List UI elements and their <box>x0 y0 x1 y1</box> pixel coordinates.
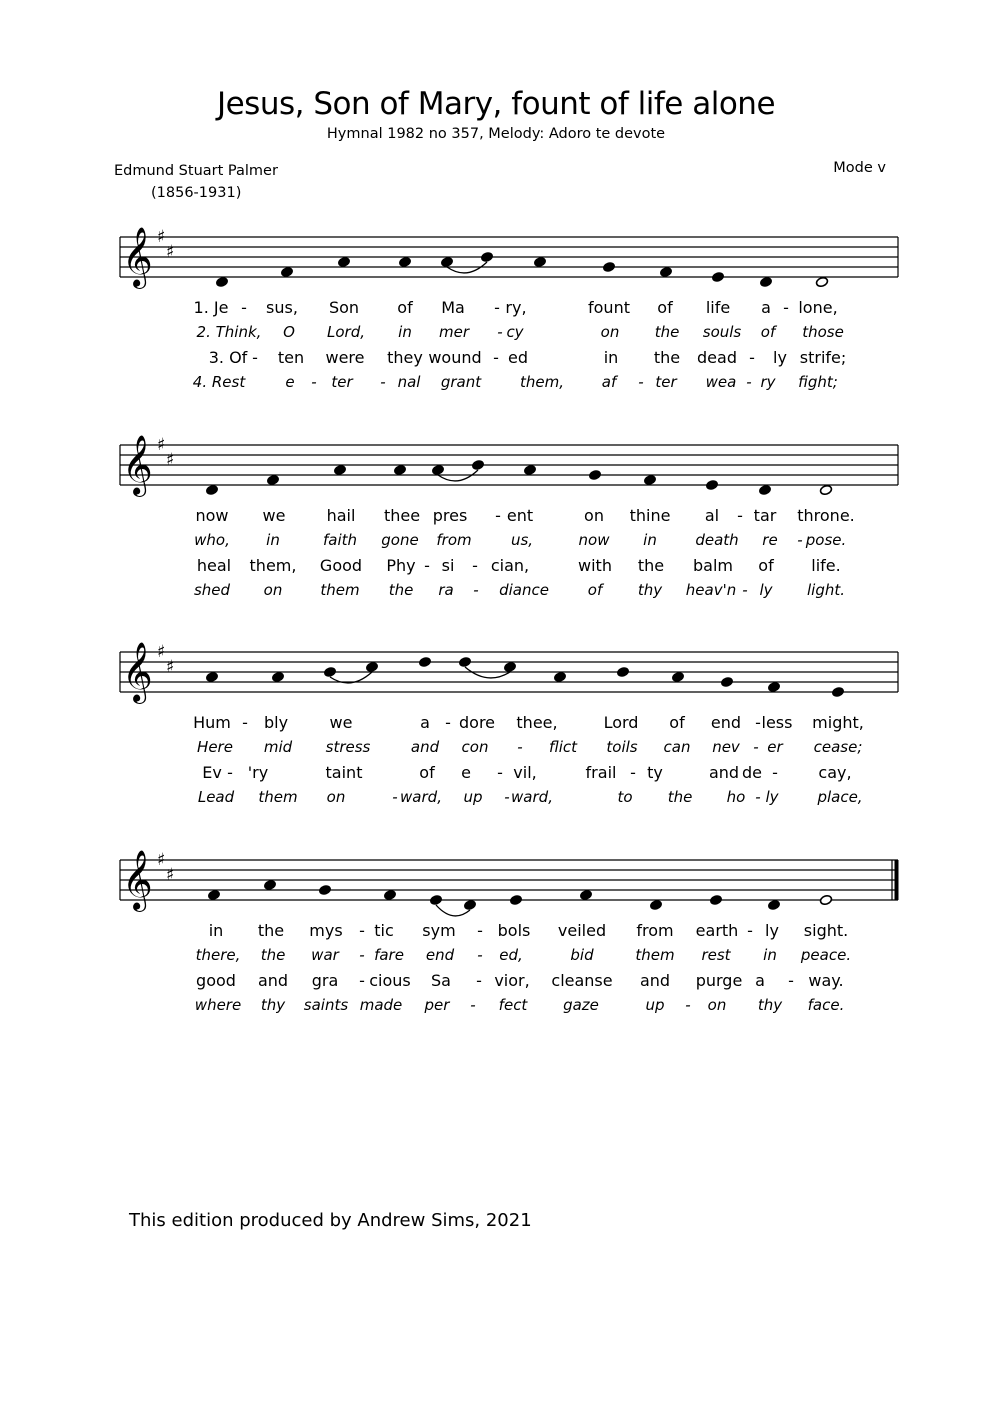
lyric-syllable: now <box>195 506 229 525</box>
lyric-hyphen: - <box>476 971 482 990</box>
lyric-syllable: rest <box>701 946 731 964</box>
lyric-syllable: of <box>758 556 774 575</box>
lyric-syllable: bly <box>263 713 289 732</box>
lyric-syllable: of <box>397 298 413 317</box>
lyric-syllable: pres <box>432 506 468 525</box>
lyric-syllable: heav'n <box>685 581 737 599</box>
quarter-note <box>709 894 722 905</box>
quarter-note <box>266 474 279 485</box>
lyric-syllable: now <box>578 531 610 549</box>
edition-credit: This edition produced by Andrew Sims, 2021 <box>129 1210 532 1231</box>
sharp-icon: ♯ <box>166 865 175 885</box>
quarter-note <box>553 671 566 682</box>
lyric-syllable: fect <box>498 996 528 1014</box>
lyric-syllable: dore <box>458 713 496 732</box>
lyric-hyphen: - <box>749 348 755 367</box>
lyric-syllable: ed, <box>499 946 523 964</box>
quarter-note <box>588 469 601 480</box>
lyric-hyphen: - <box>497 323 503 341</box>
lyric-hyphen: - <box>504 788 510 806</box>
sharp-icon: ♯ <box>157 227 166 247</box>
lyric-syllable: of <box>419 763 435 782</box>
lyric-syllable: thee, <box>516 713 558 732</box>
lyric-syllable: and <box>639 971 671 990</box>
lyric-syllable: of <box>669 713 685 732</box>
lyric-hyphen: - <box>783 298 789 317</box>
lyric-syllable: shed <box>193 581 231 599</box>
lyric-syllable: toils <box>606 738 638 756</box>
lyric-hyphen: - <box>477 921 483 940</box>
half-note <box>819 894 832 905</box>
lyric-syllable: ry <box>760 373 776 391</box>
author-name: Edmund Stuart Palmer <box>114 163 278 179</box>
lyric-syllable: mid <box>263 738 293 756</box>
lyric-syllable: end <box>425 946 455 964</box>
lyric-syllable: sus, <box>266 298 298 317</box>
lyric-syllable: re <box>762 531 778 549</box>
hymn-title: Jesus, Son of Mary, fount of life alone <box>216 86 776 122</box>
lyric-syllable: er <box>767 738 783 756</box>
lyric-syllable: Phy <box>386 556 416 575</box>
lyric-syllable: af <box>601 373 617 391</box>
lyric-syllable: peace. <box>800 946 852 964</box>
lyric-syllable: e <box>285 373 295 391</box>
lyric-syllable: the <box>654 323 680 341</box>
lyric-syllable: way. <box>808 971 844 990</box>
lyric-syllable: cleanse <box>551 971 613 990</box>
quarter-note <box>759 276 772 287</box>
lyric-syllable: e <box>461 763 471 782</box>
lyric-syllable: mys <box>309 921 343 940</box>
lyric-hyphen: - <box>772 763 778 782</box>
quarter-note <box>480 251 493 262</box>
lyric-syllable: ho <box>726 788 746 806</box>
lyric-syllable: cian, <box>490 556 530 575</box>
lyric-syllable: 1. Je <box>193 298 229 317</box>
lyric-syllable: nal <box>397 373 421 391</box>
lyric-syllable: gone <box>381 531 419 549</box>
lyric-syllable: ter <box>655 373 677 391</box>
lyric-syllable: frail <box>585 763 617 782</box>
lyric-hyphen: - <box>746 373 752 391</box>
quarter-note <box>280 266 293 277</box>
lyric-syllable: ter <box>331 373 353 391</box>
sharp-icon: ♯ <box>166 657 175 677</box>
quarter-note <box>263 879 276 890</box>
lyric-syllable: the <box>257 921 285 940</box>
lyric-syllable: cy <box>506 323 524 341</box>
lyric-syllable: them <box>320 581 360 599</box>
lyric-hyphen: - <box>747 921 753 940</box>
lyric-syllable: O <box>283 323 295 341</box>
lyric-syllable: Ma <box>441 298 465 317</box>
quarter-note <box>333 464 346 475</box>
lyric-syllable: of <box>587 581 603 599</box>
lyric-syllable: were <box>325 348 365 367</box>
lyric-syllable: the <box>637 556 665 575</box>
lyric-syllable: made <box>359 996 403 1014</box>
lyric-syllable: cease; <box>813 738 863 756</box>
lyric-hyphen: - <box>755 788 761 806</box>
lyric-syllable: a <box>420 713 430 732</box>
lyric-syllable: gra <box>311 971 339 990</box>
lyric-syllable: where <box>194 996 242 1014</box>
lyric-syllable: vil, <box>513 763 537 782</box>
lyric-syllable: mer <box>438 323 470 341</box>
quarter-note <box>431 464 444 475</box>
lyric-syllable: light. <box>806 581 846 599</box>
lyric-syllable: face. <box>807 996 845 1014</box>
lyric-syllable: they <box>387 348 423 367</box>
lyric-syllable: the <box>653 348 681 367</box>
lyric-hyphen: - <box>494 298 500 317</box>
lyric-syllable: in <box>643 531 657 549</box>
lyric-syllable: good <box>196 971 236 990</box>
lyric-syllable: per <box>424 996 450 1014</box>
lyric-syllable: in <box>208 921 224 940</box>
lyric-syllable: death <box>695 531 739 549</box>
lyric-hyphen: - <box>755 713 761 732</box>
quarter-note <box>471 459 484 470</box>
lyric-syllable: on <box>707 996 727 1014</box>
slur <box>330 672 372 683</box>
lyric-syllable: of <box>657 298 673 317</box>
quarter-note <box>318 884 331 895</box>
lyric-syllable: can <box>663 738 691 756</box>
lyric-syllable: who, <box>194 531 230 549</box>
lyric-syllable: fare <box>374 946 404 964</box>
lyric-hyphen: - <box>392 788 398 806</box>
lyric-hyphen: - <box>638 373 644 391</box>
lyric-hyphen: - <box>445 713 451 732</box>
treble-clef-icon: 𝄞 <box>122 642 153 702</box>
lyric-syllable: veiled <box>557 921 607 940</box>
lyric-syllable: from <box>636 921 674 940</box>
lyric-syllable: in <box>603 348 619 367</box>
quarter-note <box>643 474 656 485</box>
lyric-syllable: of <box>760 323 776 341</box>
lyric-syllable: tar <box>753 506 777 525</box>
lyric-syllable: 4. Rest <box>192 373 246 391</box>
sharp-icon: ♯ <box>166 450 175 470</box>
lyric-syllable: war <box>311 946 339 964</box>
lyric-syllable: thy <box>757 996 783 1014</box>
lyric-syllable: with <box>578 556 612 575</box>
lyric-syllable: a <box>761 298 771 317</box>
lyric-syllable: there, <box>195 946 241 964</box>
lyric-syllable: ward, <box>400 788 442 806</box>
quarter-note <box>767 899 780 910</box>
lyric-syllable: ent <box>506 506 534 525</box>
lyric-syllable: fount <box>588 298 630 317</box>
lyric-syllable: ten <box>277 348 305 367</box>
lyric-syllable: diance <box>499 581 549 599</box>
quarter-note <box>418 656 431 667</box>
lyric-syllable: from <box>436 531 472 549</box>
quarter-note <box>579 889 592 900</box>
half-note <box>819 484 832 495</box>
lyric-syllable: stress <box>325 738 371 756</box>
lyric-syllable: Sa <box>431 971 451 990</box>
quarter-note <box>365 661 378 672</box>
lyric-syllable: al <box>704 506 720 525</box>
quarter-note <box>831 686 844 697</box>
lyric-hyphen: - <box>380 373 386 391</box>
lyric-syllable: nev <box>712 738 740 756</box>
lyric-syllable: 3. Of <box>208 348 248 367</box>
quarter-note <box>649 899 662 910</box>
sharp-icon: ♯ <box>166 242 175 262</box>
lyric-syllable: Here <box>197 738 233 756</box>
lyric-syllable: ry, <box>505 298 527 317</box>
quarter-note <box>207 889 220 900</box>
lyric-syllable: wound <box>428 348 482 367</box>
lyric-syllable: strife; <box>799 348 847 367</box>
quarter-note <box>602 261 615 272</box>
lyric-syllable: thy <box>260 996 286 1014</box>
lyric-syllable: thy <box>637 581 663 599</box>
lyric-hyphen: - <box>311 373 317 391</box>
quarter-note <box>383 889 396 900</box>
lyric-hyphen: - <box>241 298 247 317</box>
quarter-note <box>271 671 284 682</box>
lyric-hyphen: - <box>473 581 479 599</box>
lyric-syllable: Ev <box>202 763 222 782</box>
quarter-note <box>215 276 228 287</box>
quarter-note <box>523 464 536 475</box>
lyric-syllable: taint <box>325 763 363 782</box>
lyric-syllable: in <box>398 323 412 341</box>
lyric-syllable: tic <box>374 921 394 940</box>
lyric-syllable: earth <box>695 921 739 940</box>
lyric-syllable: hail <box>326 506 356 525</box>
quarter-note <box>705 479 718 490</box>
lyric-syllable: con <box>461 738 489 756</box>
lyric-syllable: 'ry <box>247 763 269 782</box>
lyric-syllable: less <box>761 713 793 732</box>
sharp-icon: ♯ <box>157 850 166 870</box>
quarter-note <box>616 666 629 677</box>
quarter-note <box>659 266 672 277</box>
lyric-syllable: throne. <box>797 506 855 525</box>
lyric-syllable: vior, <box>494 971 530 990</box>
lyric-syllable: cious <box>369 971 411 990</box>
lyric-syllable: end <box>710 713 742 732</box>
lyric-syllable: Good <box>319 556 363 575</box>
lyric-hyphen: - <box>470 996 476 1014</box>
lyric-hyphen: - <box>424 556 430 575</box>
lyric-syllable: ed <box>508 348 528 367</box>
lyric-syllable: and <box>410 738 440 756</box>
quarter-note <box>393 464 406 475</box>
lyric-syllable: place, <box>817 788 863 806</box>
quarter-note <box>720 676 733 687</box>
lyric-hyphen: - <box>737 506 743 525</box>
quarter-note <box>503 661 516 672</box>
lyric-syllable: heal <box>196 556 232 575</box>
lyric-syllable: bols <box>497 921 531 940</box>
lyric-syllable: Hum <box>193 713 231 732</box>
quarter-note <box>533 256 546 267</box>
lyric-syllable: gaze <box>563 996 599 1014</box>
lyric-syllable: the <box>260 946 286 964</box>
mode-label: Mode v <box>833 160 886 176</box>
lyric-syllable: up <box>645 996 665 1014</box>
lyric-syllable: up <box>463 788 483 806</box>
lyric-syllable: in <box>266 531 280 549</box>
lyric-syllable: ward, <box>511 788 553 806</box>
lyric-syllable: sight. <box>803 921 849 940</box>
lyric-syllable: grant <box>440 373 482 391</box>
lyric-syllable: on <box>584 506 604 525</box>
treble-clef-icon: 𝄞 <box>122 435 153 495</box>
quarter-note <box>337 256 350 267</box>
lyric-syllable: si <box>441 556 455 575</box>
lyric-hyphen: - <box>227 763 233 782</box>
quarter-note <box>671 671 684 682</box>
lyric-syllable: Son <box>328 298 360 317</box>
lyric-syllable: ly <box>773 348 787 367</box>
lyric-syllable: pose. <box>805 531 847 549</box>
author-dates: (1856-1931) <box>151 185 242 201</box>
lyric-syllable: faith <box>322 531 358 549</box>
quarter-note <box>205 484 218 495</box>
quarter-note <box>758 484 771 495</box>
quarter-note <box>509 894 522 905</box>
quarter-note <box>205 671 218 682</box>
lyric-hyphen: - <box>497 763 503 782</box>
lyric-syllable: lone, <box>798 298 838 317</box>
lyric-syllable: de <box>742 763 762 782</box>
quarter-note <box>429 894 442 905</box>
lyric-syllable: them <box>635 946 675 964</box>
lyric-hyphen: - <box>359 946 365 964</box>
lyric-syllable: wea <box>705 373 737 391</box>
lyric-syllable: and <box>257 971 289 990</box>
lyric-syllable: life. <box>811 556 841 575</box>
quarter-note <box>323 666 336 677</box>
treble-clef-icon: 𝄞 <box>122 227 153 287</box>
lyric-syllable: on <box>600 323 620 341</box>
lyric-syllable: to <box>617 788 633 806</box>
quarter-note <box>458 656 471 667</box>
quarter-note <box>767 681 780 692</box>
lyric-syllable: in <box>763 946 777 964</box>
lyric-syllable: them, <box>249 556 297 575</box>
lyric-hyphen: - <box>742 581 748 599</box>
treble-clef-icon: 𝄞 <box>122 850 153 910</box>
quarter-note <box>440 256 453 267</box>
hymn-subtitle: Hymnal 1982 no 357, Melody: Adoro te devote <box>326 126 666 142</box>
lyric-hyphen: - <box>359 921 365 940</box>
lyric-hyphen: - <box>359 971 365 990</box>
lyric-syllable: cay, <box>818 763 852 782</box>
lyric-hyphen: - <box>493 348 499 367</box>
quarter-note <box>398 256 411 267</box>
lyric-syllable: ra <box>438 581 454 599</box>
lyric-syllable: sym <box>422 921 456 940</box>
lyric-syllable: might, <box>812 713 864 732</box>
lyric-syllable: the <box>667 788 693 806</box>
quarter-note <box>463 899 476 910</box>
lyric-syllable: 2. Think, <box>196 323 262 341</box>
lyric-syllable: purge <box>695 971 743 990</box>
quarter-note <box>711 271 724 282</box>
lyric-hyphen: - <box>630 763 636 782</box>
lyric-syllable: them, <box>520 373 564 391</box>
lyric-syllable: we <box>262 506 286 525</box>
lyric-syllable: dead <box>697 348 737 367</box>
lyric-syllable: we <box>329 713 353 732</box>
lyric-hyphen: - <box>472 556 478 575</box>
lyric-syllable: ly <box>759 581 773 599</box>
lyric-hyphen: - <box>685 996 691 1014</box>
lyric-syllable: the <box>388 581 414 599</box>
lyric-syllable: and <box>708 763 740 782</box>
lyric-syllable: Lead <box>197 788 235 806</box>
lyric-syllable: on <box>326 788 346 806</box>
lyric-syllable: balm <box>693 556 733 575</box>
lyric-hyphen: - <box>242 713 248 732</box>
lyric-syllable: on <box>263 581 283 599</box>
half-note <box>815 276 828 287</box>
lyric-hyphen: - <box>252 348 258 367</box>
lyric-syllable: saints <box>303 996 349 1014</box>
lyric-syllable: ty <box>647 763 663 782</box>
lyric-syllable: fight; <box>798 373 838 391</box>
lyric-hyphen: - <box>477 946 483 964</box>
lyric-syllable: us, <box>510 531 534 549</box>
lyric-syllable: thine <box>629 506 671 525</box>
lyric-syllable: Lord <box>603 713 639 732</box>
lyric-syllable: flict <box>549 738 577 756</box>
lyric-syllable: thee <box>383 506 421 525</box>
lyric-syllable: them <box>258 788 298 806</box>
lyric-syllable: souls <box>702 323 742 341</box>
lyric-syllable: life <box>705 298 731 317</box>
lyric-syllable: a <box>755 971 765 990</box>
lyric-hyphen: - <box>495 506 501 525</box>
lyric-syllable: bid <box>570 946 594 964</box>
sharp-icon: ♯ <box>157 642 166 662</box>
lyric-hyphen: - <box>797 531 803 549</box>
lyric-syllable: Lord, <box>327 323 365 341</box>
lyric-syllable: those <box>802 323 844 341</box>
lyric-syllable: ly <box>765 788 779 806</box>
lyric-hyphen: - <box>788 971 794 990</box>
lyric-syllable: ly <box>765 921 779 940</box>
lyric-hyphen: - <box>753 738 759 756</box>
lyric-hyphen: - <box>517 738 523 756</box>
sharp-icon: ♯ <box>157 435 166 455</box>
